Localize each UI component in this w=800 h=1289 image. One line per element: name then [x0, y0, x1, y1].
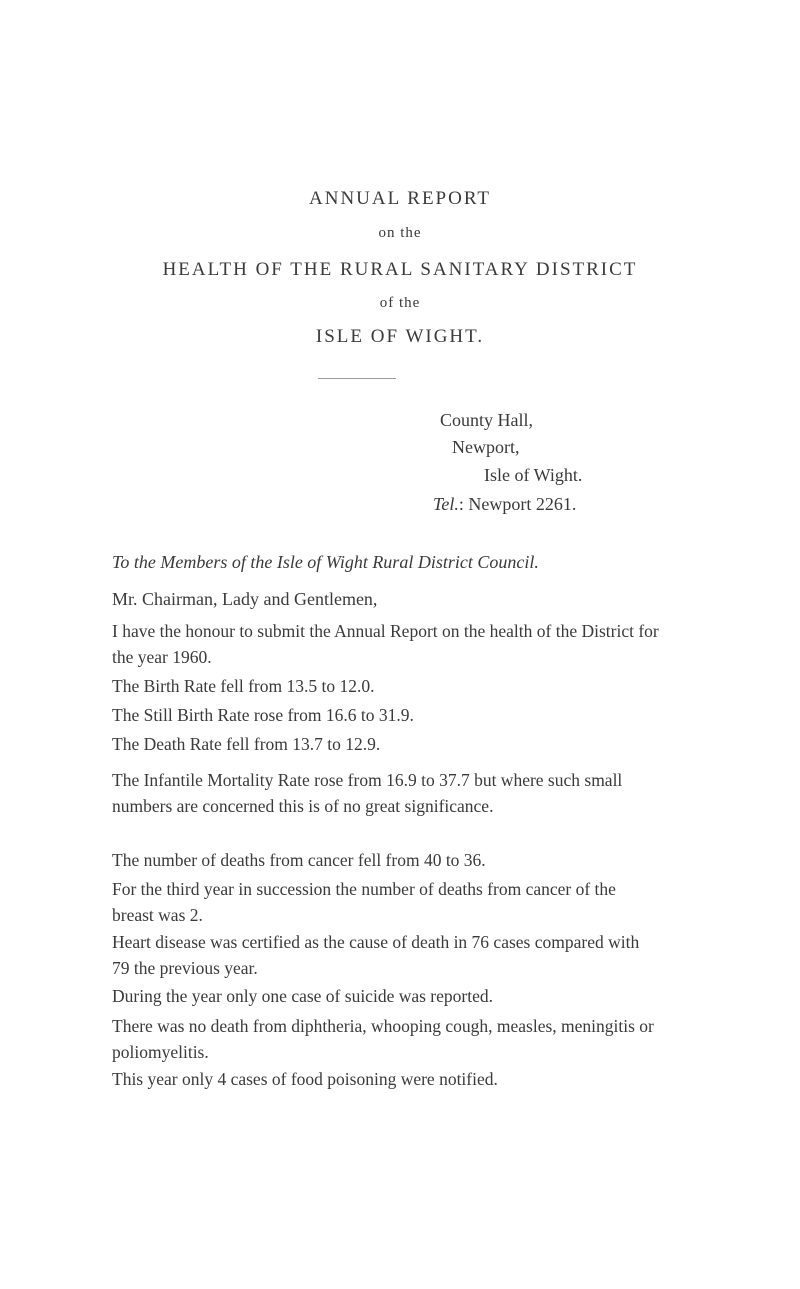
addressee: To the Members of the Isle of Wight Rural District Council.: [112, 552, 539, 572]
address-line-3: Isle of Wight.: [484, 465, 583, 485]
paragraph-still-birth-rate: The Still Birth Rate rose from 16.6 to 31.9.: [112, 705, 414, 725]
paragraph-death-rate: The Death Rate fell from 13.7 to 12.9.: [112, 734, 381, 754]
address-line-2: Newport,: [452, 437, 520, 457]
report-title: ANNUAL REPORT: [309, 188, 491, 209]
location-title: ISLE OF WIGHT.: [315, 326, 485, 347]
title-connector-of-the: of the: [379, 295, 421, 311]
paragraph-no-deaths: There was no death from diphtheria, whooping cough, measles, meningitis or poliomyelitis.: [112, 1016, 654, 1062]
paragraph-cancer-deaths: The number of deaths from cancer fell from 40 to 36.: [112, 850, 486, 870]
title-connector-on-the: on the: [378, 225, 422, 241]
paragraph-heart-disease: Heart disease was certified as the cause of death in 76 cases compared with 79 the previous year.: [112, 932, 640, 978]
district-title: HEALTH OF THE RURAL SANITARY DISTRICT: [162, 259, 638, 280]
address-line-1: County Hall,: [440, 410, 533, 430]
paragraph-infantile-mortality: The Infantile Mortality Rate rose from 16.9 to 37.7 but where such small numbers are concerned this is of no great significance.: [112, 770, 623, 816]
paragraph-intro: I have the honour to submit the Annual Report on the health of the District for the year 1960.: [112, 621, 659, 667]
telephone-line: [433, 494, 576, 515]
paragraph-food-poisoning: This year only 4 cases of food poisoning were notified.: [112, 1069, 498, 1089]
telephone-value: : Newport 2261.: [458, 494, 577, 514]
salutation: Mr. Chairman, Lady and Gentlemen,: [112, 589, 378, 609]
paragraph-suicide: During the year only one case of suicide was reported.: [112, 986, 493, 1006]
divider: [318, 378, 396, 379]
paragraph-birth-rate: The Birth Rate fell from 13.5 to 12.0.: [112, 676, 375, 696]
paragraph-breast-cancer: For the third year in succession the number of deaths from cancer of the breast was 2.: [112, 879, 616, 925]
telephone-label: Tel.: [433, 494, 459, 514]
